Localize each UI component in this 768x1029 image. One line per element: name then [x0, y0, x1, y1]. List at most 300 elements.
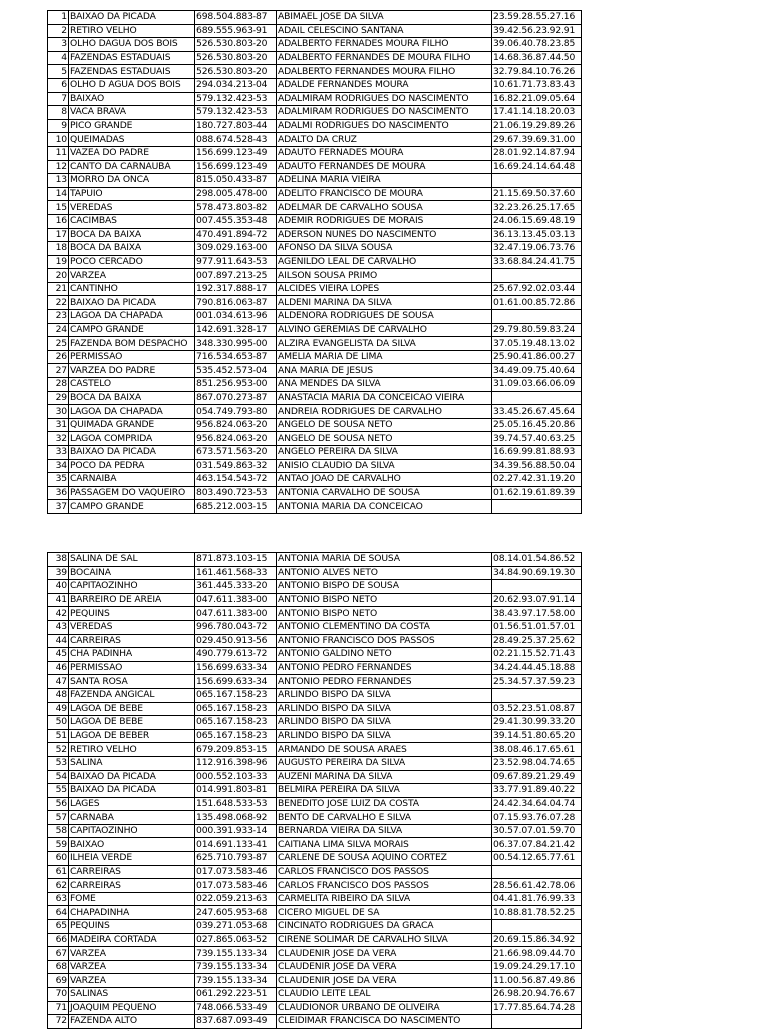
cpf-cell: 180.727.803-44: [195, 119, 277, 133]
name-cell: BERNARDA VIEIRA DA SILVA: [277, 824, 492, 838]
coordinate-cell: 21.15.69.50.37.60: [492, 187, 582, 201]
table-row: [48, 51, 582, 65]
name-cell: ADAUTO FERNANDES DE MOURA: [277, 160, 492, 174]
cpf-cell: 837.687.093-49: [195, 1015, 277, 1029]
table-row: [48, 296, 582, 310]
location-cell: PASSAGEM DO VAQUEIRO: [69, 486, 195, 500]
table-row: [48, 947, 582, 961]
location-cell: CHAPADINHA: [69, 906, 195, 920]
coordinate-cell: 14.68.36.87.44.50: [492, 51, 582, 65]
name-cell: ANTONIO PEDRO FERNANDES: [277, 661, 492, 675]
coordinate-cell: 03.52.23.51.08.87: [492, 702, 582, 716]
row-number-cell: 44: [48, 634, 69, 648]
table-row: [48, 391, 582, 405]
registry-table-2-body: [48, 553, 582, 1029]
row-number-cell: 55: [48, 784, 69, 798]
name-cell: ANTONIO ALVES NETO: [277, 566, 492, 580]
row-number-cell: 71: [48, 1001, 69, 1015]
cpf-cell: 029.450.913-56: [195, 634, 277, 648]
location-cell: BAIXAO DA PICADA: [69, 770, 195, 784]
row-number-cell: 63: [48, 892, 69, 906]
location-cell: OLHO D AGUA DOS BOIS: [69, 78, 195, 92]
cpf-cell: 001.034.613-96: [195, 310, 277, 324]
table-row: [48, 988, 582, 1002]
coordinate-cell: 29.79.80.59.83.24: [492, 323, 582, 337]
table-row: [48, 1015, 582, 1029]
cpf-cell: 156.699.123-49: [195, 160, 277, 174]
cpf-cell: 625.710.793-87: [195, 852, 277, 866]
row-number-cell: 31: [48, 418, 69, 432]
name-cell: ALVINO GEREMIAS DE CARVALHO: [277, 323, 492, 337]
coordinate-cell: 28.49.25.37.25.62: [492, 634, 582, 648]
cpf-cell: 065.167.158-23: [195, 729, 277, 743]
row-number-cell: 48: [48, 688, 69, 702]
location-cell: BOCA DA BAIXA: [69, 228, 195, 242]
cpf-cell: 956.824.063-20: [195, 418, 277, 432]
name-cell: ANTONIO BISPO NETO: [277, 593, 492, 607]
table-row: [48, 580, 582, 594]
location-cell: CAPITAOZINHO: [69, 824, 195, 838]
coordinate-cell: 32.23.26.25.17.65: [492, 201, 582, 215]
name-cell: ADALTO DA CRUZ: [277, 133, 492, 147]
location-cell: CAMPO GRANDE: [69, 500, 195, 514]
cpf-cell: 054.749.793-80: [195, 405, 277, 419]
row-number-cell: 27: [48, 364, 69, 378]
table-row: [48, 146, 582, 160]
name-cell: ADALMIRAM RODRIGUES DO NASCIMENTO: [277, 92, 492, 106]
cpf-cell: 142.691.328-17: [195, 323, 277, 337]
table-row: [48, 688, 582, 702]
row-number-cell: 5: [48, 65, 69, 79]
location-cell: BOCA DA BAIXA: [69, 391, 195, 405]
cpf-cell: 470.491.894-72: [195, 228, 277, 242]
name-cell: CLAUDIONOR URBANO DE OLIVEIRA: [277, 1001, 492, 1015]
name-cell: CAITIANA LIMA SILVA MORAIS: [277, 838, 492, 852]
location-cell: VARZEA DO PADRE: [69, 364, 195, 378]
name-cell: AILSON SOUSA PRIMO: [277, 269, 492, 283]
table-row: [48, 648, 582, 662]
coordinate-cell: 36.13.13.45.03.13: [492, 228, 582, 242]
location-cell: CARNABA: [69, 811, 195, 825]
table-row: [48, 432, 582, 446]
row-number-cell: 3: [48, 38, 69, 52]
location-cell: VEREDAS: [69, 620, 195, 634]
location-cell: SALINA DE SAL: [69, 553, 195, 567]
location-cell: LAGOA DA CHAPADA: [69, 310, 195, 324]
name-cell: ADELMAR DE CARVALHO SOUSA: [277, 201, 492, 215]
registry-table-2: [47, 552, 582, 1029]
location-cell: RETIRO VELHO: [69, 24, 195, 38]
coordinate-cell: 25.05.16.45.20.86: [492, 418, 582, 432]
cpf-cell: 526.530.803-20: [195, 38, 277, 52]
row-number-cell: 20: [48, 269, 69, 283]
table-row: [48, 255, 582, 269]
cpf-cell: 526.530.803-20: [195, 65, 277, 79]
name-cell: ANA MARIA DE JESUS: [277, 364, 492, 378]
table-row: [48, 405, 582, 419]
cpf-cell: 490.779.613-72: [195, 648, 277, 662]
coordinate-cell: 39.14.51.80.65.20: [492, 729, 582, 743]
location-cell: BOCA DA BAIXA: [69, 242, 195, 256]
coordinate-cell: 39.74.57.40.63.25: [492, 432, 582, 446]
row-number-cell: 7: [48, 92, 69, 106]
cpf-cell: 088.674.528-43: [195, 133, 277, 147]
name-cell: ANDREIA RODRIGUES DE CARVALHO: [277, 405, 492, 419]
name-cell: CARLENE DE SOUSA AQUINO CORTEZ: [277, 852, 492, 866]
row-number-cell: 16: [48, 214, 69, 228]
row-number-cell: 24: [48, 323, 69, 337]
coordinate-cell: [492, 1015, 582, 1029]
coordinate-cell: 23.52.98.04.74.65: [492, 756, 582, 770]
table-row: [48, 201, 582, 215]
table-row: [48, 378, 582, 392]
name-cell: AMELIA MARIA DE LIMA: [277, 350, 492, 364]
name-cell: ADELITO FRANCISCO DE MOURA: [277, 187, 492, 201]
cpf-cell: 027.865.063-52: [195, 933, 277, 947]
name-cell: BENEDITO JOSE LUIZ DA COSTA: [277, 797, 492, 811]
row-number-cell: 49: [48, 702, 69, 716]
name-cell: ARLINDO BISPO DA SILVA: [277, 702, 492, 716]
table-row: [48, 661, 582, 675]
table-row: [48, 119, 582, 133]
cpf-cell: 156.699.633-34: [195, 661, 277, 675]
name-cell: ADALBERTO FERNANDES DE MOURA FILHO: [277, 51, 492, 65]
coordinate-cell: 01.62.19.61.89.39: [492, 486, 582, 500]
coordinate-cell: 24.42.34.64.04.74: [492, 797, 582, 811]
location-cell: FAZENDA ANGICAL: [69, 688, 195, 702]
table-row: [48, 310, 582, 324]
coordinate-cell: 07.15.93.76.07.28: [492, 811, 582, 825]
cpf-cell: 579.132.423-53: [195, 106, 277, 120]
row-number-cell: 56: [48, 797, 69, 811]
table-row: [48, 852, 582, 866]
cpf-cell: 996.780.043-72: [195, 620, 277, 634]
cpf-cell: 790.816.063-87: [195, 296, 277, 310]
cpf-cell: 156.699.123-49: [195, 146, 277, 160]
name-cell: CLEIDIMAR FRANCISCA DO NASCIMENTO: [277, 1015, 492, 1029]
location-cell: VARZEA: [69, 960, 195, 974]
cpf-cell: 061.292.223-51: [195, 988, 277, 1002]
name-cell: ANGELO DE SOUSA NETO: [277, 418, 492, 432]
coordinate-cell: 28.56.61.42.78.06: [492, 879, 582, 893]
cpf-cell: 748.066.533-49: [195, 1001, 277, 1015]
name-cell: ADALDE FERNANDES MOURA: [277, 78, 492, 92]
location-cell: LAGOA DE BEBE: [69, 702, 195, 716]
registry-table-1-body: [48, 11, 582, 514]
coordinate-cell: [492, 500, 582, 514]
cpf-cell: 000.391.933-14: [195, 824, 277, 838]
table-row: [48, 974, 582, 988]
name-cell: CARMELITA RIBEIRO DA SILVA: [277, 892, 492, 906]
row-number-cell: 39: [48, 566, 69, 580]
cpf-cell: 679.209.853-15: [195, 743, 277, 757]
coordinate-cell: [492, 174, 582, 188]
row-number-cell: 65: [48, 920, 69, 934]
table-row: [48, 364, 582, 378]
table-row: [48, 620, 582, 634]
coordinate-cell: 11.00.56.87.49.86: [492, 974, 582, 988]
name-cell: ANA MENDES DA SILVA: [277, 378, 492, 392]
cpf-cell: 156.699.633-34: [195, 675, 277, 689]
table-row: [48, 811, 582, 825]
cpf-cell: 739.155.133-34: [195, 974, 277, 988]
coordinate-cell: 00.54.12.65.77.61: [492, 852, 582, 866]
location-cell: JOAQUIM PEQUENO: [69, 1001, 195, 1015]
table-row: [48, 960, 582, 974]
coordinate-cell: 17.41.14.18.20.03: [492, 106, 582, 120]
table-row: [48, 838, 582, 852]
location-cell: FOME: [69, 892, 195, 906]
coordinate-cell: 17.77.85.64.74.28: [492, 1001, 582, 1015]
table-row: [48, 242, 582, 256]
row-number-cell: 10: [48, 133, 69, 147]
table-row: [48, 11, 582, 25]
table-row: [48, 675, 582, 689]
row-number-cell: 19: [48, 255, 69, 269]
name-cell: ADALBERTO FERNANDES MOURA FILHO: [277, 65, 492, 79]
table-row: [48, 824, 582, 838]
cpf-cell: 309.029.163-00: [195, 242, 277, 256]
name-cell: ANTONIA MARIA DE SOUSA: [277, 553, 492, 567]
row-number-cell: 33: [48, 446, 69, 460]
cpf-cell: 047.611.383-00: [195, 607, 277, 621]
row-number-cell: 12: [48, 160, 69, 174]
table-row: [48, 133, 582, 147]
row-number-cell: 64: [48, 906, 69, 920]
cpf-cell: 014.991.803-81: [195, 784, 277, 798]
location-cell: FAZENDAS ESTADUAIS: [69, 51, 195, 65]
table-row: [48, 566, 582, 580]
name-cell: CIRENE SOLIMAR DE CARVALHO SILVA: [277, 933, 492, 947]
table-row: [48, 160, 582, 174]
row-number-cell: 58: [48, 824, 69, 838]
location-cell: BAIXAO: [69, 838, 195, 852]
name-cell: CARLOS FRANCISCO DOS PASSOS: [277, 879, 492, 893]
coordinate-cell: 33.77.91.89.40.22: [492, 784, 582, 798]
row-number-cell: 43: [48, 620, 69, 634]
row-number-cell: 6: [48, 78, 69, 92]
coordinate-cell: 08.14.01.54.86.52: [492, 553, 582, 567]
location-cell: CANTINHO: [69, 282, 195, 296]
coordinate-cell: 16.69.24.14.64.48: [492, 160, 582, 174]
name-cell: ANTAO JOAO DE CARVALHO: [277, 473, 492, 487]
table-row: [48, 634, 582, 648]
coordinate-cell: 34.84.90.69.19.30: [492, 566, 582, 580]
table-row: [48, 350, 582, 364]
row-number-cell: 40: [48, 580, 69, 594]
location-cell: BAIXAO DA PICADA: [69, 296, 195, 310]
row-number-cell: 54: [48, 770, 69, 784]
coordinate-cell: 16.82.21.09.05.64: [492, 92, 582, 106]
name-cell: CARLOS FRANCISCO DOS PASSOS: [277, 865, 492, 879]
row-number-cell: 8: [48, 106, 69, 120]
cpf-cell: 007.897.213-25: [195, 269, 277, 283]
row-number-cell: 42: [48, 607, 69, 621]
location-cell: LAGOA COMPRIDA: [69, 432, 195, 446]
name-cell: ADAIL CELESCINO SANTANA: [277, 24, 492, 38]
coordinate-cell: 33.45.26.67.45.64: [492, 405, 582, 419]
row-number-cell: 28: [48, 378, 69, 392]
name-cell: ANTONIO GALDINO NETO: [277, 648, 492, 662]
cpf-cell: 578.473.803-82: [195, 201, 277, 215]
location-cell: MORRO DA ONCA: [69, 174, 195, 188]
row-number-cell: 41: [48, 593, 69, 607]
row-number-cell: 53: [48, 756, 69, 770]
location-cell: RETIRO VELHO: [69, 743, 195, 757]
location-cell: CAMPO GRANDE: [69, 323, 195, 337]
row-number-cell: 18: [48, 242, 69, 256]
cpf-cell: 047.611.383-00: [195, 593, 277, 607]
coordinate-cell: 30.57.07.01.59.70: [492, 824, 582, 838]
coordinate-cell: 01.61.00.85.72.86: [492, 296, 582, 310]
row-number-cell: 11: [48, 146, 69, 160]
row-number-cell: 52: [48, 743, 69, 757]
coordinate-cell: 39.06.40.78.23.85: [492, 38, 582, 52]
cpf-cell: 463.154.543-72: [195, 473, 277, 487]
cpf-cell: 871.873.103-15: [195, 553, 277, 567]
row-number-cell: 9: [48, 119, 69, 133]
table-row: [48, 214, 582, 228]
location-cell: CANTO DA CARNAUBA: [69, 160, 195, 174]
row-number-cell: 29: [48, 391, 69, 405]
cpf-cell: 294.034.213-04: [195, 78, 277, 92]
coordinate-cell: 37.05.19.48.13.02: [492, 337, 582, 351]
name-cell: ADALMIRAM RODRIGUES DO NASCIMENTO: [277, 106, 492, 120]
location-cell: MADEIRA CORTADA: [69, 933, 195, 947]
row-number-cell: 17: [48, 228, 69, 242]
cpf-cell: 031.549.863-32: [195, 459, 277, 473]
row-number-cell: 37: [48, 500, 69, 514]
location-cell: CARNAIBA: [69, 473, 195, 487]
coordinate-cell: [492, 310, 582, 324]
location-cell: BAIXAO DA PICADA: [69, 784, 195, 798]
table-row: [48, 323, 582, 337]
cpf-cell: 685.212.003-15: [195, 500, 277, 514]
row-number-cell: 36: [48, 486, 69, 500]
cpf-cell: 526.530.803-20: [195, 51, 277, 65]
location-cell: PEQUINS: [69, 920, 195, 934]
location-cell: VARZEA: [69, 974, 195, 988]
cpf-cell: 739.155.133-34: [195, 947, 277, 961]
location-cell: PERMISSAO: [69, 350, 195, 364]
table-row: [48, 38, 582, 52]
location-cell: BARREIRO DE AREIA: [69, 593, 195, 607]
name-cell: ANTONIO CLEMENTINO DA COSTA: [277, 620, 492, 634]
name-cell: ANASTACIA MARIA DA CONCEICAO VIEIRA: [277, 391, 492, 405]
registry-table-1: [47, 10, 582, 514]
name-cell: AFONSO DA SILVA SOUSA: [277, 242, 492, 256]
coordinate-cell: 31.09.03.66.06.09: [492, 378, 582, 392]
name-cell: ABIMAEL JOSE DA SILVA: [277, 11, 492, 25]
coordinate-cell: 34.24.44.45.18.88: [492, 661, 582, 675]
table-row: [48, 24, 582, 38]
coordinate-cell: 33.68.84.24.41.75: [492, 255, 582, 269]
location-cell: SALINA: [69, 756, 195, 770]
location-cell: SALINAS: [69, 988, 195, 1002]
coordinate-cell: 24.06.15.69.48.19: [492, 214, 582, 228]
cpf-cell: 017.073.583-46: [195, 879, 277, 893]
cpf-cell: 673.571.563-20: [195, 446, 277, 460]
row-number-cell: 30: [48, 405, 69, 419]
table-row: [48, 756, 582, 770]
row-number-cell: 51: [48, 729, 69, 743]
coordinate-cell: 20.62.93.07.91.14: [492, 593, 582, 607]
name-cell: ANTONIA CARVALHO DE SOUSA: [277, 486, 492, 500]
coordinate-cell: 32.47.19.06.73.76: [492, 242, 582, 256]
row-number-cell: 13: [48, 174, 69, 188]
location-cell: FAZENDA BOM DESPACHO: [69, 337, 195, 351]
cpf-cell: 247.605.953-68: [195, 906, 277, 920]
cpf-cell: 022.059.213-63: [195, 892, 277, 906]
row-number-cell: 46: [48, 661, 69, 675]
coordinate-cell: 21.66.98.09.44.70: [492, 947, 582, 961]
row-number-cell: 66: [48, 933, 69, 947]
name-cell: ANTONIO BISPO DE SOUSA: [277, 580, 492, 594]
cpf-cell: 716.534.653-87: [195, 350, 277, 364]
table-row: [48, 92, 582, 106]
location-cell: QUIMADA GRANDE: [69, 418, 195, 432]
name-cell: ANTONIO PEDRO FERNANDES: [277, 675, 492, 689]
name-cell: ARLINDO BISPO DA SILVA: [277, 688, 492, 702]
row-number-cell: 59: [48, 838, 69, 852]
name-cell: AUGUSTO PEREIRA DA SILVA: [277, 756, 492, 770]
cpf-cell: 361.445.333-20: [195, 580, 277, 594]
coordinate-cell: 19.09.24.29.17.10: [492, 960, 582, 974]
location-cell: CACIMBAS: [69, 214, 195, 228]
location-cell: VARZEA: [69, 947, 195, 961]
row-number-cell: 45: [48, 648, 69, 662]
location-cell: FAZENDA ALTO: [69, 1015, 195, 1029]
cpf-cell: 000.552.103-33: [195, 770, 277, 784]
table-row: [48, 729, 582, 743]
cpf-cell: 192.317.888-17: [195, 282, 277, 296]
coordinate-cell: 10.88.81.78.52.25: [492, 906, 582, 920]
table-row: [48, 486, 582, 500]
coordinate-cell: [492, 391, 582, 405]
name-cell: ADALBERTO FERNADES MOURA FILHO: [277, 38, 492, 52]
table-row: [48, 784, 582, 798]
coordinate-cell: 16.69.99.81.88.93: [492, 446, 582, 460]
location-cell: LAGOA DE BEBE: [69, 716, 195, 730]
name-cell: ADELINA MARIA VIEIRA: [277, 174, 492, 188]
location-cell: CARREIRAS: [69, 634, 195, 648]
location-cell: QUEIMADAS: [69, 133, 195, 147]
location-cell: PICO GRANDE: [69, 119, 195, 133]
cpf-cell: 535.452.573-04: [195, 364, 277, 378]
location-cell: CHA PADINHA: [69, 648, 195, 662]
row-number-cell: 72: [48, 1015, 69, 1029]
cpf-cell: 014.691.133-41: [195, 838, 277, 852]
name-cell: CLAUDENIR JOSE DA VERA: [277, 960, 492, 974]
coordinate-cell: 10.61.71.73.83.43: [492, 78, 582, 92]
name-cell: ANISIO CLAUDIO DA SILVA: [277, 459, 492, 473]
name-cell: ADALMI RODRIGUES DO NASCIMENTO: [277, 119, 492, 133]
coordinate-cell: 38.08.46.17.65.61: [492, 743, 582, 757]
coordinate-cell: 38.43.97.17.58.00: [492, 607, 582, 621]
table-row: [48, 933, 582, 947]
row-number-cell: 38: [48, 553, 69, 567]
table-row: [48, 553, 582, 567]
name-cell: CLAUDIO LEITE LEAL: [277, 988, 492, 1002]
coordinate-cell: 06.37.07.84.21.42: [492, 838, 582, 852]
cpf-cell: 851.256.953-00: [195, 378, 277, 392]
table-row: [48, 473, 582, 487]
name-cell: ALDENI MARINA DA SILVA: [277, 296, 492, 310]
location-cell: CARREIRAS: [69, 879, 195, 893]
cpf-cell: 956.824.063-20: [195, 432, 277, 446]
coordinate-cell: 39.42.56.23.92.91: [492, 24, 582, 38]
location-cell: BOCAINA: [69, 566, 195, 580]
